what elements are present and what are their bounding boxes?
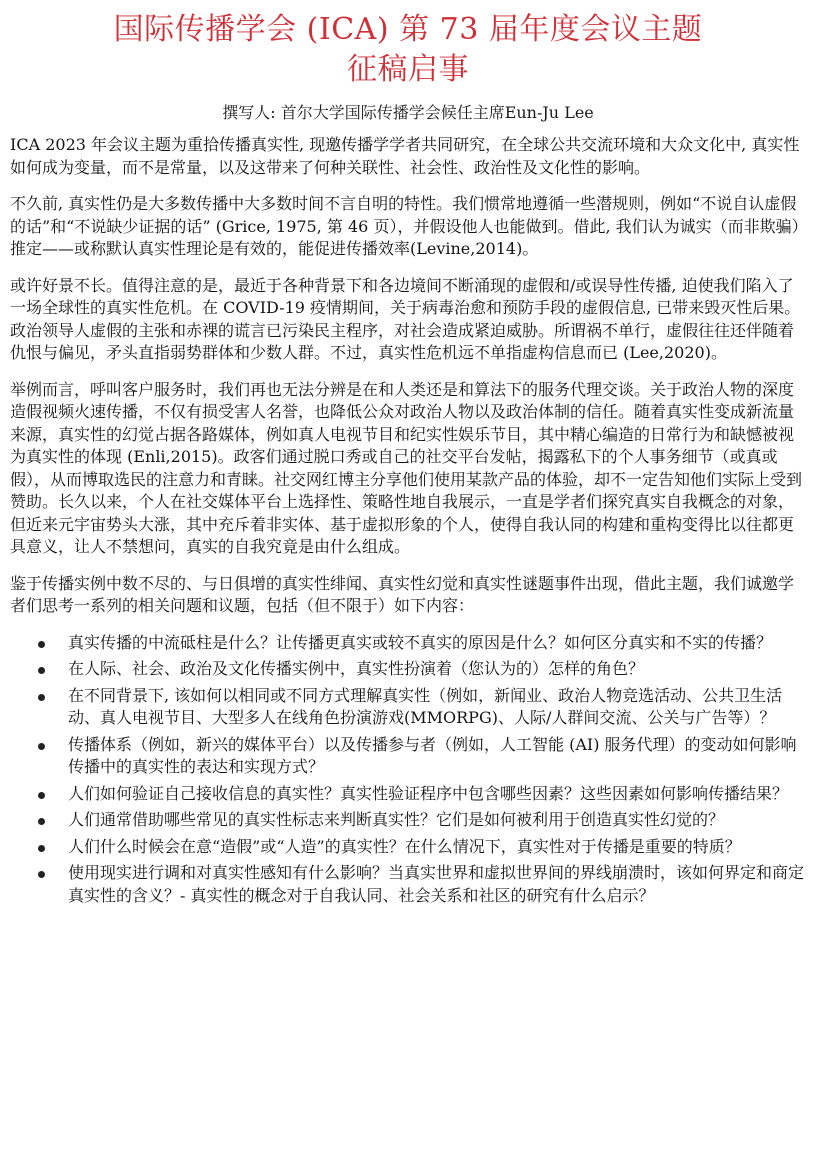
paragraph-call-for-papers: 鉴于传播实例中数不尽的、与日俱增的真实性绯闻、真实性幻觉和真实性谜题事件出现，借此主题，我们诚邀学者们思考一系列的相关问题和议题，包括（但不限于）如下内容： (10, 573, 795, 615)
question-text: 人们如何验证自己接收信息的真实性？真实性验证程序中包含哪些因素？这些因素如何影响传播结果？ (68, 783, 789, 803)
list-item (10, 734, 806, 779)
question-list (10, 632, 806, 908)
title-line-2: 征稿启事 (347, 52, 469, 87)
bullet-icon (38, 792, 45, 799)
paragraph-examples: 举例而言，呼叫客户服务时，我们再也无法分辨是在和人类还是和算法下的服务代理交谈。关于政治人物的深度造假视频火速传播，不仅有损受害人名誉，也降低公众对政治人物以及政治体制的信任。随着真实性变成新流量来源，真实性的幻觉占据各路媒体，例如真人电视节目和纪实性娱乐节目，其中精心编造的日常行为和缺憾被视为真实性的体现 (Enli,2015)。政客们通过脱口秀或自己的社交平台发帖，揭露私下的个人事务细节（或真或假），从而博取选民的注意力和青睐。社交网红博主分享他们使用某款产品的体验，却不一定告知他们实际上受到赞助。长久以来，个人在社交媒体平台上选择性、策略性地自我展示，一直是学者们探究真实自我概念的对象，但近来元宇宙势头大涨，其中充斥着非实体、基于虚拟形象的个人，使得自我认同的构建和重构变得比以往都更具意义，让人不禁想问，真实的自我究竟是由什么组成。 (10, 379, 803, 556)
bullet-icon (38, 818, 45, 825)
question-text: 在人际、社会、政治及文化传播实例中，真实性扮演着（您认为的）怎样的角色？ (68, 659, 645, 678)
list-item (10, 783, 806, 806)
bullet-icon (38, 641, 45, 648)
question-text: 传播体系（例如，新兴的媒体平台）以及传播参与者（例如，人工智能 (AI) 服务代理）的变动如何影响传播中的真实性的表达和实现方式？ (68, 734, 797, 776)
question-text: 在不同背景下, 该如何以相同或不同方式理解真实性（例如，新闻业、政治人物竞选活动、公共卫生活动、真人电视节目、大型多人在线角色扮演游戏(MMORPG)、人际/人群间交流、公关与广告等）？ (68, 685, 783, 727)
question-text: 人们什么时候会在意“造假”或“人造”的真实性？在什么情况下，真实性对于传播是重要的特质？ (68, 836, 741, 856)
bullet-icon (38, 743, 45, 750)
question-text: 使用现实进行调和对真实性感知有什么影响？当真实世界和虚拟世界间的界线崩溃时，该如何界定和商定真实性的含义？- 真实性的概念对于自我认同、社会关系和社区的研究有什么启示？ (68, 863, 805, 905)
bullet-icon (38, 871, 45, 878)
question-text: 真实传播的中流砥柱是什么？让传播更真实或较不真实的原因是什么？如何区分真实和不实的传播？ (68, 632, 773, 652)
title-line-1: 国际传播学会 (ICA) 第 73 届年度会议主题 (113, 12, 703, 47)
question-text: 人们通常借助哪些常见的真实性标志来判断真实性？它们是如何被利用于创造真实性幻觉的？ (68, 810, 725, 829)
bullet-icon (38, 694, 45, 701)
paragraph-authenticity-crisis: 或许好景不长。值得注意的是，最近于各种背景下和各边境间不断涌现的虚假和/或误导性传播, 迫使我们陷入了一场全球性的真实性危机。在 COVID-19 疫情期间，关于病毒治愈和预防手段的虚假信息, 已带来毁灭性后果。政治领导人虚假的主张和赤裸的谎言已污染民主程序，对社会造成紧迫威胁。所谓祸不单行，虚假往往还伴随着仇恨与偏见，矛头直指弱势群体和少数人群。不过，真实性危机远不单指虚构信息而已 (Lee,2020)。 (10, 275, 801, 362)
list-item (10, 685, 806, 730)
list-item (10, 862, 806, 907)
list-item (10, 658, 806, 681)
list-item (10, 632, 806, 655)
bullet-icon (38, 667, 45, 674)
paragraph-intro: ICA 2023 年会议主题为重拾传播真实性, 现邀传播学学者共同研究，在全球公共交流环境和大众文化中, 真实性如何成为变量，而不是常量，以及这带来了何种关联性、社会性、政治性及文化性的影响。 (10, 135, 800, 177)
bullet-icon (38, 845, 45, 852)
list-item (10, 809, 806, 832)
list-item (10, 836, 806, 859)
document-title (10, 10, 806, 90)
paragraph-default-truth: 不久前, 真实性仍是大多数传播中大多数时间不言自明的特性。我们惯常地遵循一些潜规则，例如“不说自认虚假的话”和“不说缺少证据的话” (Grice, 1975, 第 46 页），并假设他人也能做到。借此, 我们认为诚实（而非欺骗）推定——或称默认真实性理论是有效的，能促进传播效率(Levine,2014)。 (10, 194, 800, 258)
author-byline: 撰写人: 首尔大学国际传播学会候任主席Eun-Ju Lee (222, 103, 594, 122)
